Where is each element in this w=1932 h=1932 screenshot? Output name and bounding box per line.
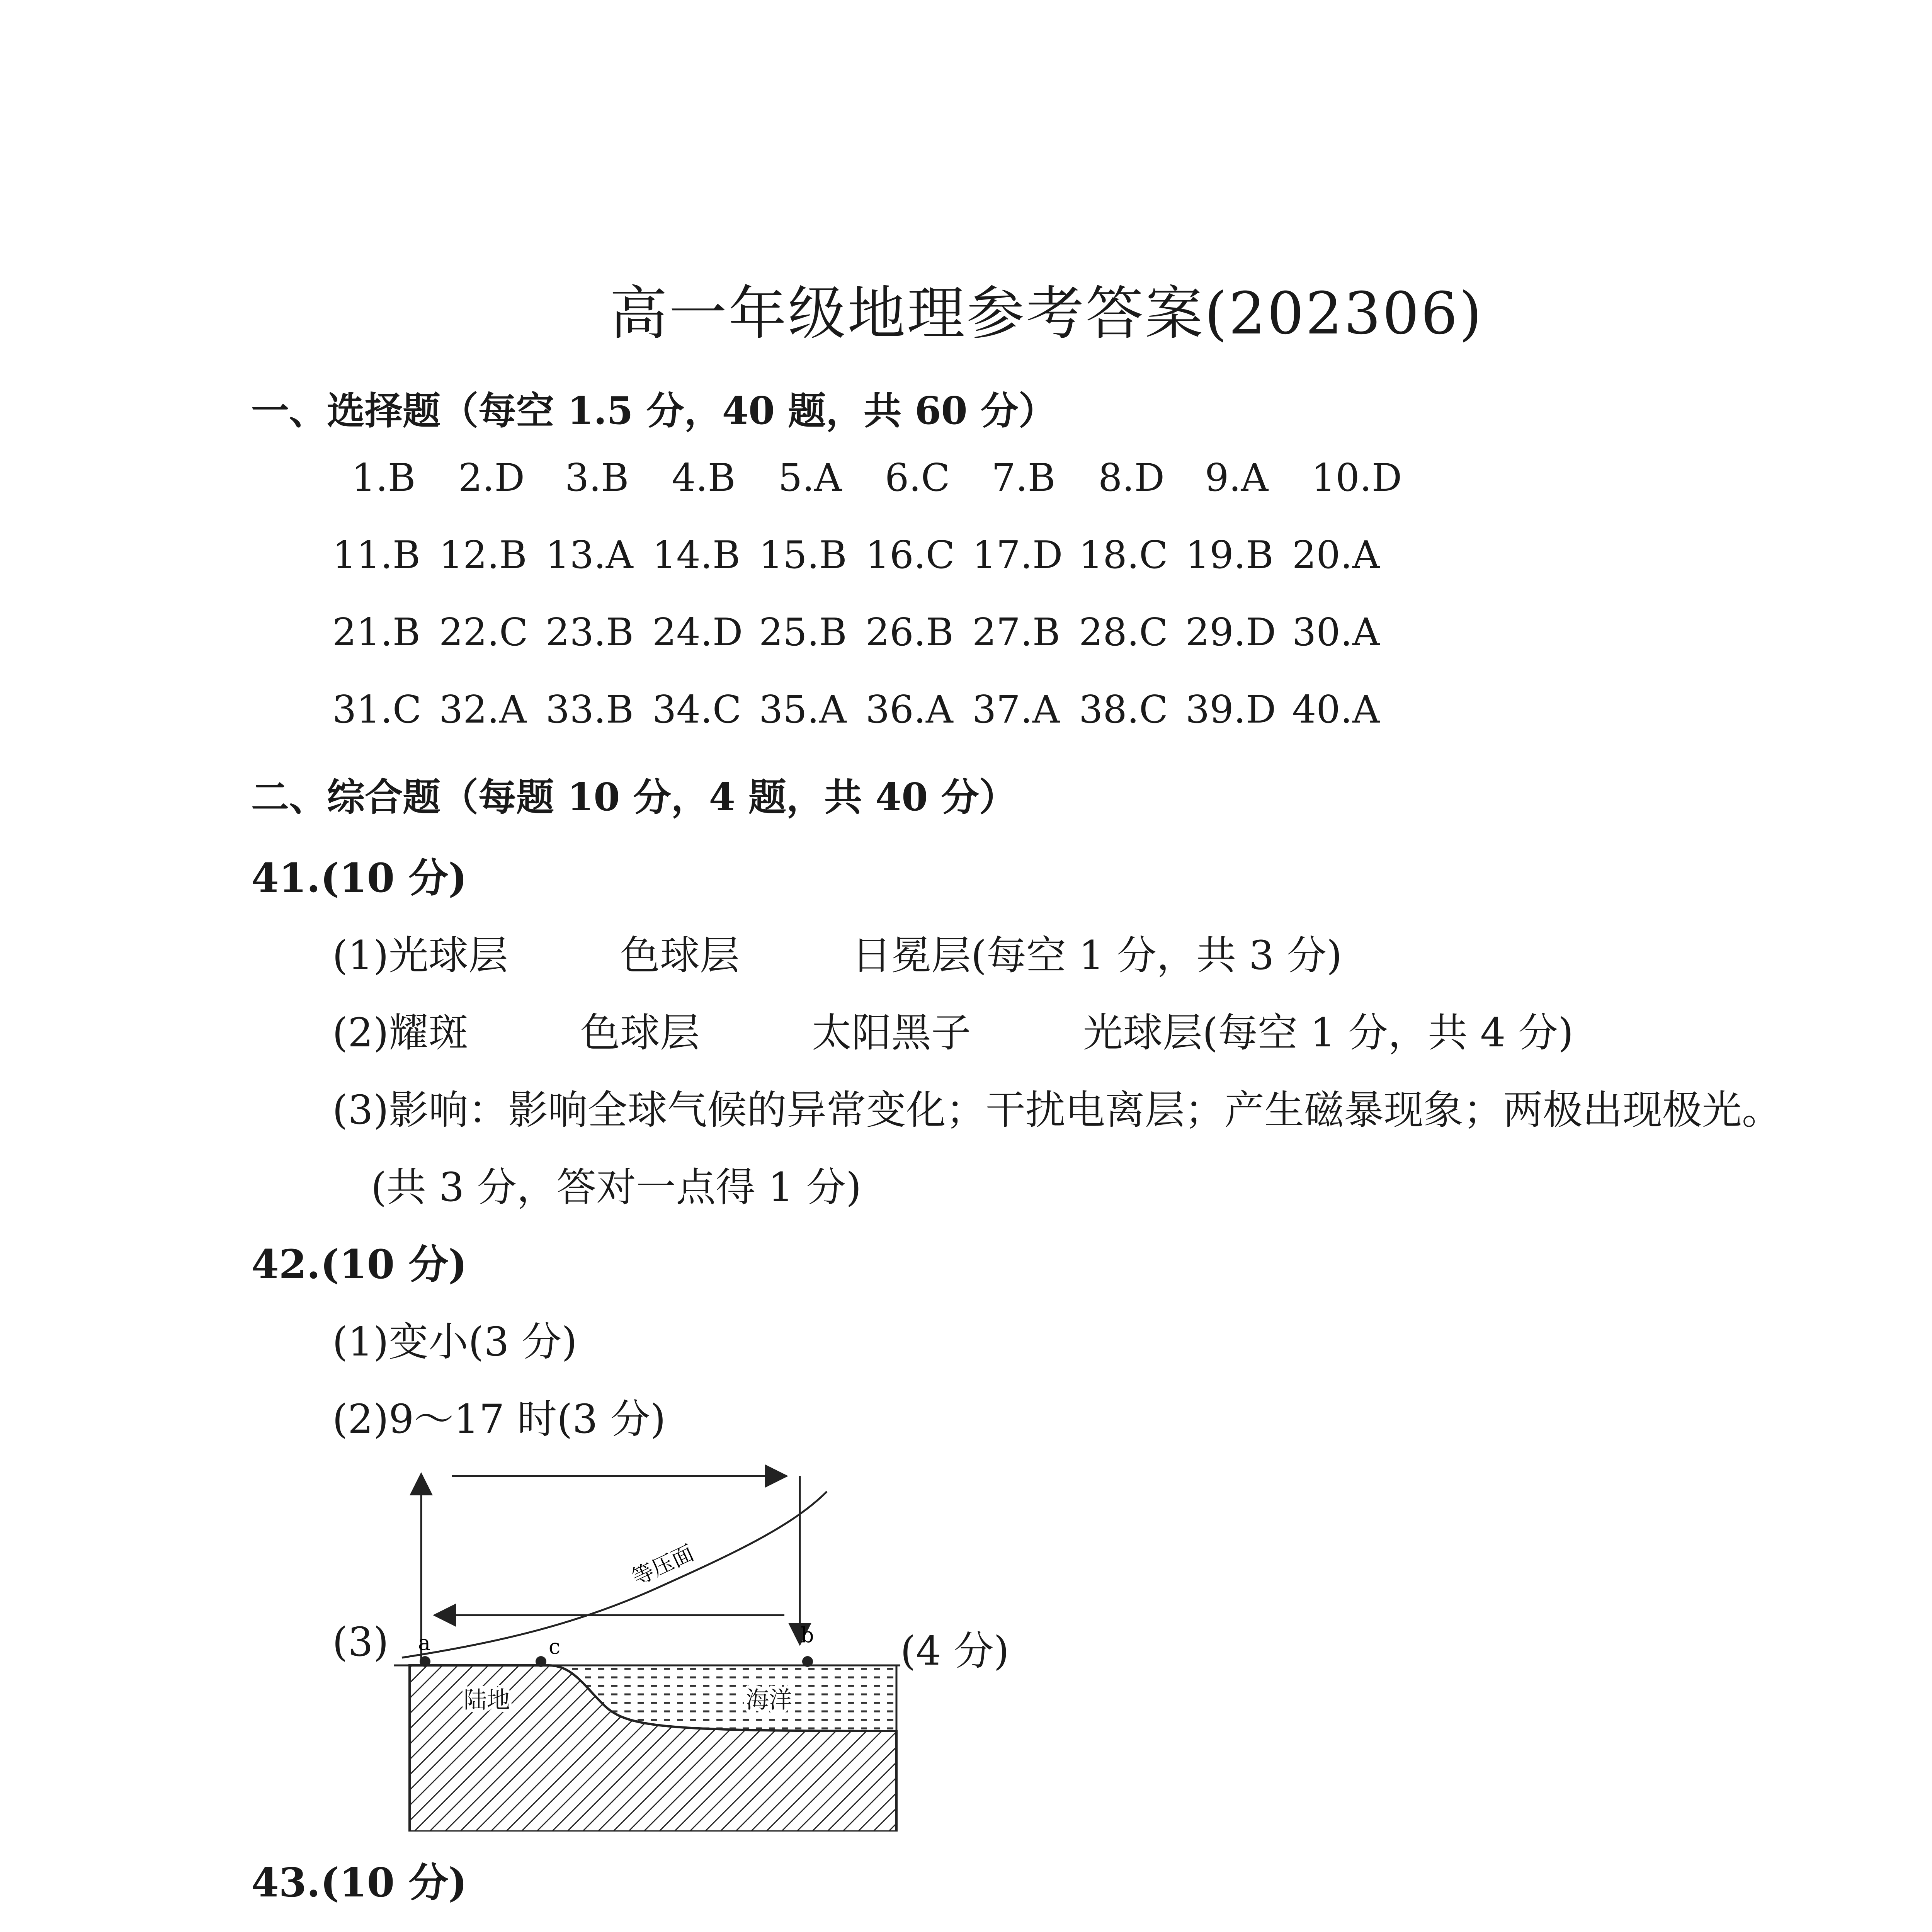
answer-38: 38.C <box>1079 688 1168 732</box>
section2-heading: 二、综合题（每题 10 分，4 题，共 40 分） <box>251 775 1017 820</box>
q41-p2-d: 光球层(每空 1 分，共 4 分) <box>1083 1010 1574 1056</box>
sea-land-breeze-diagram <box>386 1461 927 1832</box>
answer-2: 2.D <box>458 456 525 500</box>
answer-12: 12.B <box>439 533 527 577</box>
q41-p2-c: 太阳黑子 <box>811 1010 971 1056</box>
answer-8: 8.D <box>1098 456 1165 500</box>
answer-21: 21.B <box>332 611 420 655</box>
point-c-label: c <box>549 1634 561 1659</box>
answer-1: 1.B <box>352 456 416 500</box>
q41-heading: 41.(10 分) <box>251 855 467 901</box>
answer-7: 7.B <box>992 456 1056 500</box>
q42-heading: 42.(10 分) <box>251 1241 467 1288</box>
q41-p2-b: 色球层 <box>580 1010 700 1056</box>
answer-29: 29.D <box>1185 611 1276 655</box>
answer-31: 31.C <box>332 688 422 732</box>
answer-3: 3.B <box>565 456 629 500</box>
q42-part3-score: (4 分) <box>900 1628 1009 1674</box>
answer-30: 30.A <box>1292 611 1380 655</box>
point-a-label: a <box>418 1631 431 1655</box>
q41-part3: (3)影响：影响全球气候的异常变化；干扰电离层；产生磁暴现象；两极出现极光。 <box>332 1087 1782 1133</box>
sea-label: 海洋 <box>746 1687 792 1714</box>
answer-10: 10.D <box>1311 456 1402 500</box>
answer-row-4 <box>332 688 1399 732</box>
q42-part1: (1)变小(3 分) <box>332 1319 577 1365</box>
answer-17: 17.D <box>972 533 1063 577</box>
answer-33: 33.B <box>546 688 634 732</box>
page-title: 高一年级地理参考答案(202306) <box>609 280 1483 347</box>
answer-25: 25.B <box>759 611 847 655</box>
q41-part2 <box>332 1001 1573 1058</box>
point-b-label: b <box>801 1623 814 1647</box>
q41-part1 <box>332 923 1342 981</box>
answer-5: 5.A <box>778 456 842 500</box>
q41-p1-c: 日冕层(每空 1 分，共 3 分) <box>851 932 1342 979</box>
answer-14: 14.B <box>652 533 740 577</box>
answer-36: 36.A <box>866 688 953 732</box>
answer-4: 4.B <box>672 456 736 500</box>
answer-row-1 <box>352 456 1418 500</box>
answer-22: 22.C <box>439 611 528 655</box>
isobar-label: 等压面 <box>628 1540 698 1591</box>
section1-heading: 一、选择题（每空 1.5 分，40 题，共 60 分） <box>251 389 1056 433</box>
answer-16: 16.C <box>866 533 955 577</box>
answer-row-3 <box>332 611 1399 655</box>
answer-26: 26.B <box>866 611 954 655</box>
answer-13: 13.A <box>546 533 633 577</box>
answer-34: 34.C <box>652 688 742 732</box>
answer-11: 11.B <box>332 533 420 577</box>
q42-part3-label: (3) <box>332 1619 389 1665</box>
q41-p1-b: 色球层 <box>620 932 740 979</box>
q42-part2: (2)9～17 时(3 分) <box>332 1396 666 1442</box>
answer-24: 24.D <box>652 611 743 655</box>
point-c-marker <box>536 1656 546 1667</box>
answer-28: 28.C <box>1079 611 1168 655</box>
land-label: 陆地 <box>464 1687 510 1714</box>
answer-32: 32.A <box>439 688 527 732</box>
answer-20: 20.A <box>1292 533 1380 577</box>
q41-p2-a: (2)耀斑 <box>332 1010 468 1056</box>
q43-heading: 43.(10 分) <box>251 1859 467 1906</box>
answer-18: 18.C <box>1079 533 1168 577</box>
point-a-marker <box>420 1656 430 1667</box>
q43-part1 <box>332 1928 1759 1932</box>
answer-15: 15.B <box>759 533 847 577</box>
answer-9: 9.A <box>1205 456 1269 500</box>
point-b-marker <box>802 1656 813 1667</box>
answer-40: 40.A <box>1292 688 1380 732</box>
answer-19: 19.B <box>1185 533 1274 577</box>
isobar-curve <box>402 1492 827 1658</box>
q41-p1-a: (1)光球层 <box>332 932 508 979</box>
answer-6: 6.C <box>885 456 950 500</box>
answer-27: 27.B <box>972 611 1060 655</box>
answer-35: 35.A <box>759 688 847 732</box>
q41-part3-score: (共 3 分，答对一点得 1 分) <box>371 1164 862 1211</box>
answer-39: 39.D <box>1185 688 1276 732</box>
answer-37: 37.A <box>972 688 1060 732</box>
answer-23: 23.B <box>546 611 634 655</box>
answer-row-2 <box>332 533 1399 577</box>
